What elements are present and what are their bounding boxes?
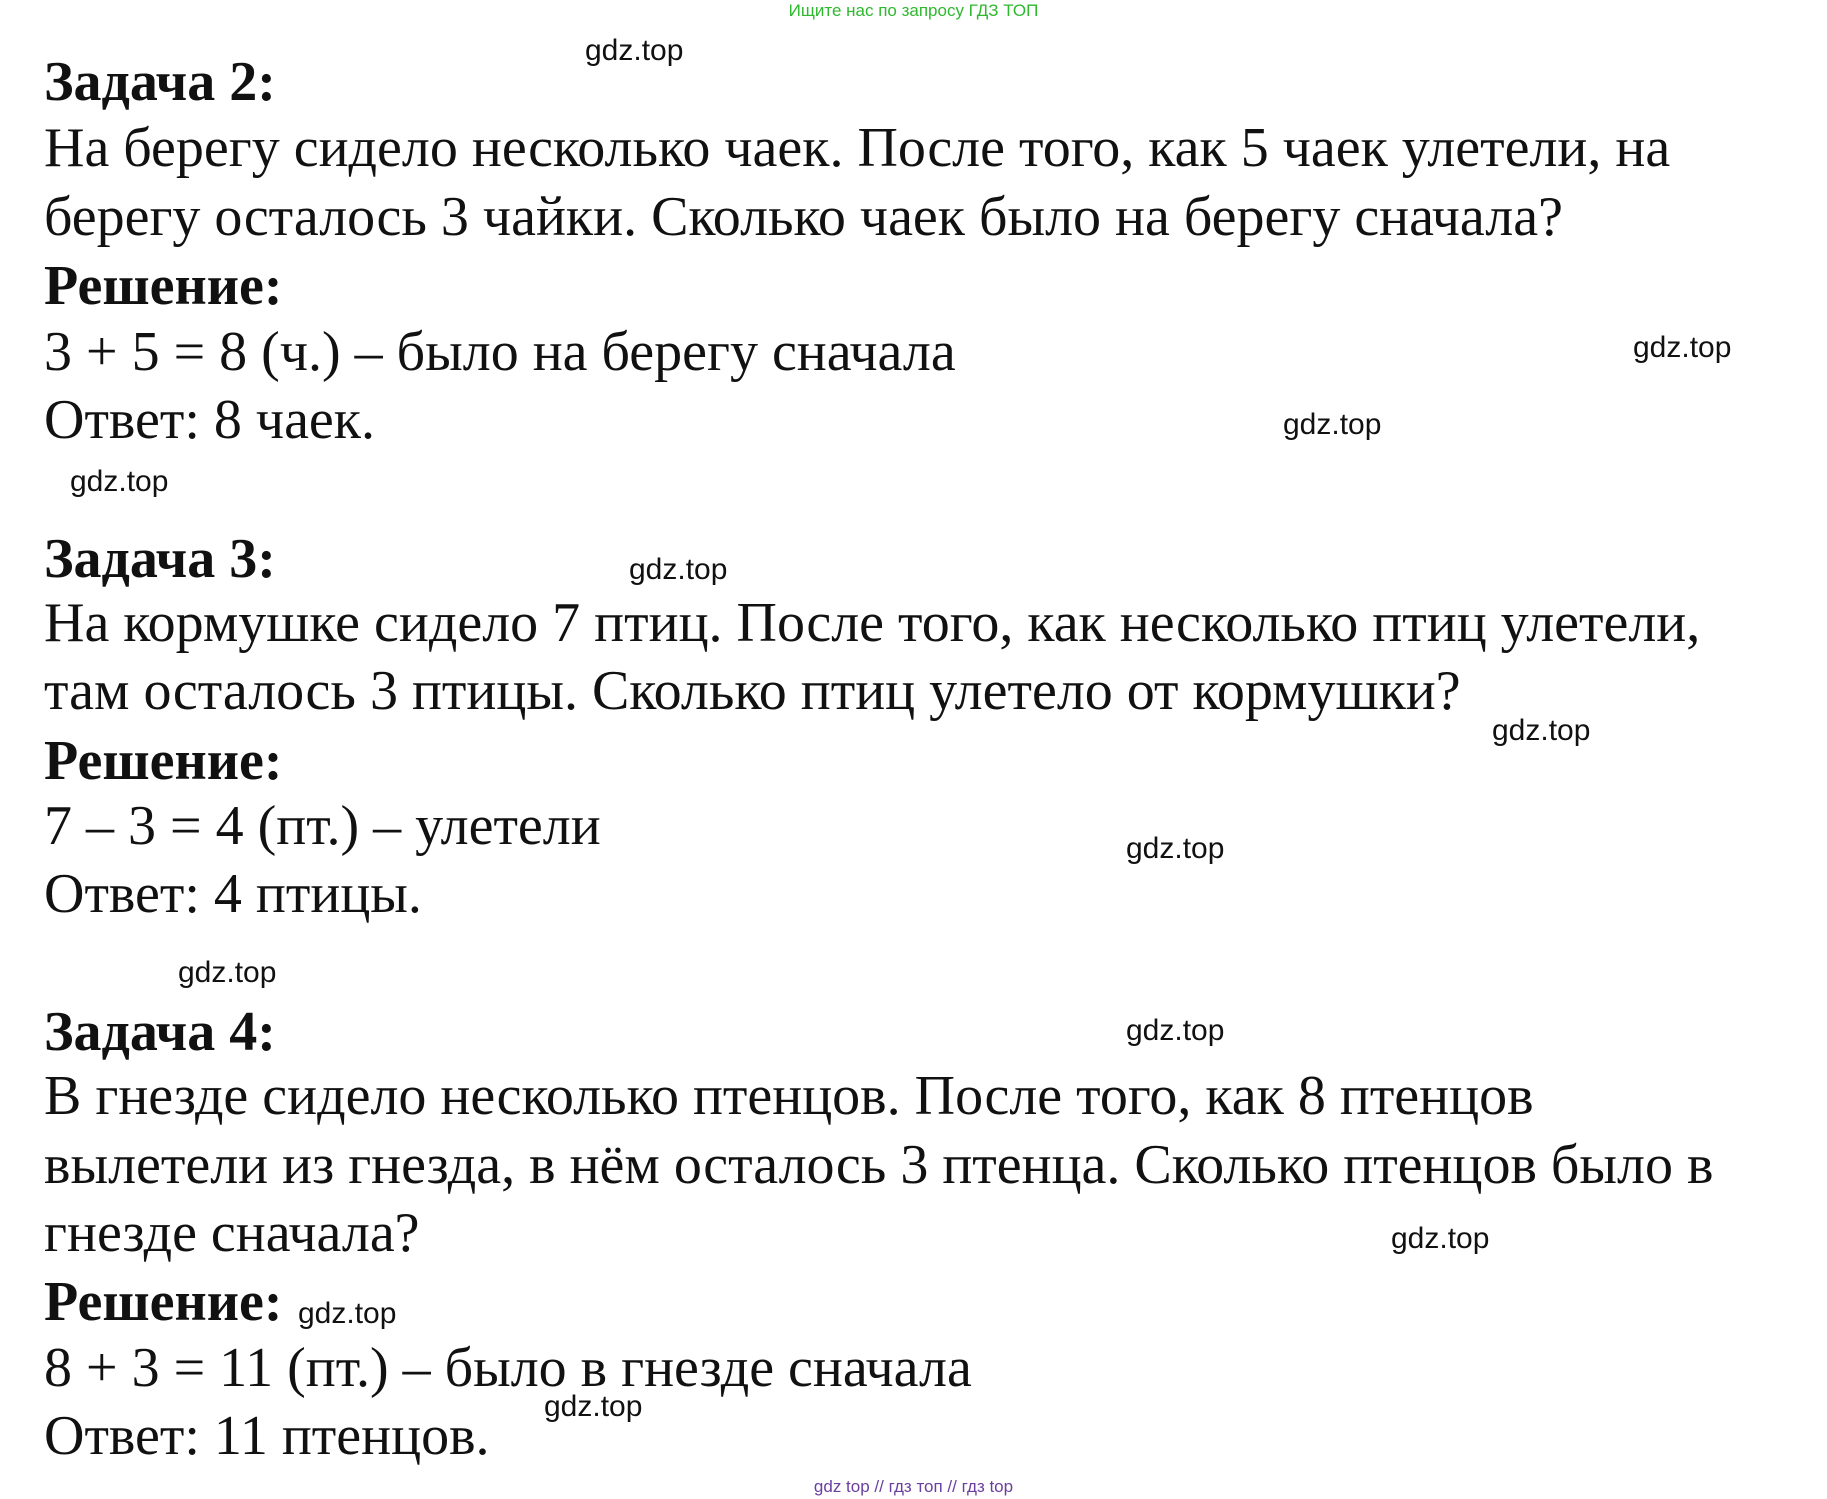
watermark: gdz.top: [1633, 331, 1732, 364]
answer: Ответ: 8 чаек.: [44, 389, 375, 451]
solution-equation: 3 + 5 = 8 (ч.) – было на берегу сначала: [44, 321, 956, 383]
solution-label: Решение:: [44, 730, 283, 792]
task-text-line: вылетели из гнезда, в нём осталось 3 птенца. Сколько птенцов было в: [44, 1134, 1714, 1196]
watermark: gdz.top: [1126, 832, 1225, 865]
watermark: gdz.top: [1391, 1222, 1490, 1255]
task-text-line: берегу осталось 3 чайки. Сколько чаек было на берегу сначала?: [44, 186, 1563, 248]
watermark: gdz.top: [585, 34, 684, 67]
answer: Ответ: 4 птицы.: [44, 863, 422, 925]
task-text-line: там осталось 3 птицы. Сколько птиц улетело от кормушки?: [44, 660, 1461, 722]
task-text-line: гнезде сначала?: [44, 1202, 420, 1264]
task-title: Задача 4:: [44, 1001, 276, 1063]
solution-equation: 7 – 3 = 4 (пт.) – улетели: [44, 795, 601, 857]
watermark: gdz.top: [70, 465, 169, 498]
task-text-line: На кормушке сидело 7 птиц. После того, как несколько птиц улетели,: [44, 592, 1701, 654]
watermark: gdz.top: [544, 1390, 643, 1423]
watermark: gdz.top: [629, 553, 728, 586]
task-title: Задача 2:: [44, 51, 276, 113]
bottom-banner: gdz top // гдз топ // гдз top: [813, 1477, 1014, 1496]
task-text-line: На берегу сидело несколько чаек. После того, как 5 чаек улетели, на: [44, 117, 1671, 179]
task-title: Задача 3:: [44, 528, 276, 590]
top-banner: Ищите нас по запросу ГДЗ ТОП: [788, 1, 1039, 20]
task-text-line: В гнезде сидело несколько птенцов. После того, как 8 птенцов: [44, 1065, 1534, 1127]
watermark: gdz.top: [178, 956, 277, 989]
solution-equation: 8 + 3 = 11 (пт.) – было в гнезде сначала: [44, 1337, 972, 1399]
watermark: gdz.top: [1126, 1014, 1225, 1047]
solution-label: Решение:: [44, 1271, 283, 1333]
answer: Ответ: 11 птенцов.: [44, 1405, 490, 1467]
watermark: gdz.top: [1492, 714, 1591, 747]
solution-label: Решение:: [44, 255, 283, 317]
watermark: gdz.top: [1283, 408, 1382, 441]
watermark: gdz.top: [298, 1297, 397, 1330]
